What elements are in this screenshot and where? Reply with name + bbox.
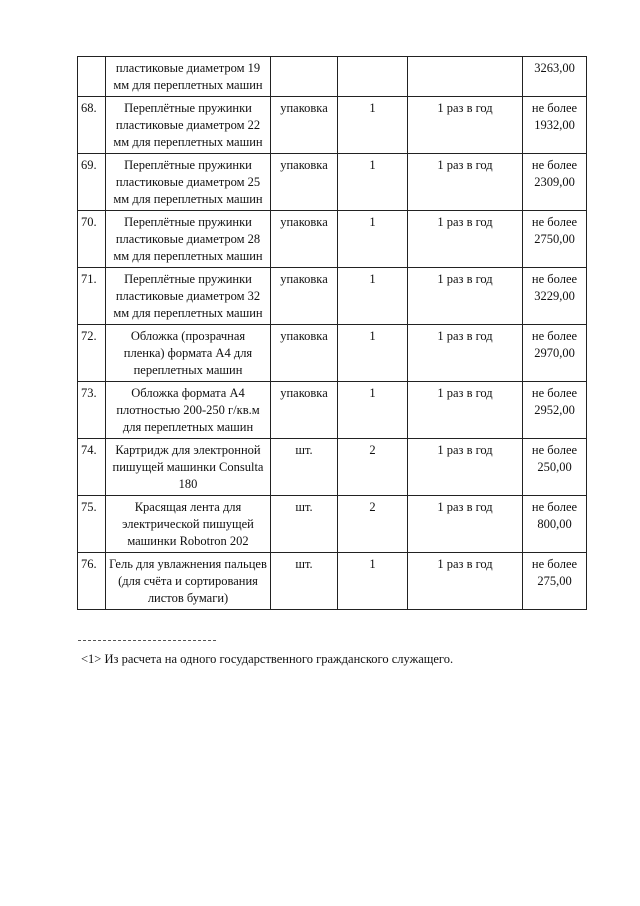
price-cell: не более 3229,00 xyxy=(523,268,587,325)
table-row xyxy=(78,154,587,211)
frequency-cell: 1 раз в год xyxy=(408,211,523,268)
item-name: Гель для увлажнения пальцев (для счёта и сортирования листов бумаги) xyxy=(106,553,271,610)
footnote: <1> Из расчета на одного государственного гражданского служащего. xyxy=(81,652,454,666)
row-number xyxy=(78,57,106,97)
price-cell: не более 2750,00 xyxy=(523,211,587,268)
item-name: Обложка (прозрачная пленка) формата А4 для переплетных машин xyxy=(106,325,271,382)
row-number: 71. xyxy=(78,268,106,325)
unit-cell: шт. xyxy=(271,496,338,553)
table-row xyxy=(78,325,587,382)
table-row xyxy=(78,439,587,496)
table-row xyxy=(78,496,587,553)
row-number: 70. xyxy=(78,211,106,268)
quantity-cell: 1 xyxy=(338,325,408,382)
quantity-cell: 2 xyxy=(338,496,408,553)
unit-cell: упаковка xyxy=(271,268,338,325)
unit-cell: упаковка xyxy=(271,154,338,211)
item-name: Красящая лента для электрической пишущей машинки Robotron 202 xyxy=(106,496,271,553)
quantity-cell xyxy=(338,57,408,97)
item-name: Переплётные пружинки пластиковые диаметром 32 мм для переплетных машин xyxy=(106,268,271,325)
quantity-cell: 1 xyxy=(338,154,408,211)
item-name: Обложка формата А4 плотностью 200-250 г/кв.м для переплетных машин xyxy=(106,382,271,439)
unit-cell: упаковка xyxy=(271,382,338,439)
item-name: Картридж для электронной пишущей машинки Consulta 180 xyxy=(106,439,271,496)
frequency-cell: 1 раз в год xyxy=(408,97,523,154)
frequency-cell: 1 раз в год xyxy=(408,382,523,439)
price-cell: не более 2309,00 xyxy=(523,154,587,211)
table-row xyxy=(78,268,587,325)
quantity-cell: 1 xyxy=(338,268,408,325)
price-cell: не более 2952,00 xyxy=(523,382,587,439)
unit-cell xyxy=(271,57,338,97)
price-cell: не более 2970,00 xyxy=(523,325,587,382)
footnote-separator xyxy=(78,640,216,641)
frequency-cell: 1 раз в год xyxy=(408,268,523,325)
frequency-cell: 1 раз в год xyxy=(408,154,523,211)
quantity-cell: 1 xyxy=(338,382,408,439)
quantity-cell: 1 xyxy=(338,553,408,610)
frequency-cell: 1 раз в год xyxy=(408,496,523,553)
table-row xyxy=(78,382,587,439)
price-cell: не более 275,00 xyxy=(523,553,587,610)
unit-cell: упаковка xyxy=(271,325,338,382)
table-row xyxy=(78,97,587,154)
frequency-cell: 1 раз в год xyxy=(408,439,523,496)
unit-cell: упаковка xyxy=(271,97,338,154)
unit-cell: шт. xyxy=(271,553,338,610)
row-number: 68. xyxy=(78,97,106,154)
item-name: Переплётные пружинки пластиковые диаметром 22 мм для переплетных машин xyxy=(106,97,271,154)
price-cell: 3263,00 xyxy=(523,57,587,97)
price-cell: не более 1932,00 xyxy=(523,97,587,154)
row-number: 69. xyxy=(78,154,106,211)
quantity-cell: 1 xyxy=(338,211,408,268)
item-name: Переплётные пружинки пластиковые диаметром 25 мм для переплетных машин xyxy=(106,154,271,211)
table-row xyxy=(78,553,587,610)
quantity-cell: 2 xyxy=(338,439,408,496)
table-row xyxy=(78,211,587,268)
frequency-cell xyxy=(408,57,523,97)
supplies-table xyxy=(77,56,587,610)
row-number: 74. xyxy=(78,439,106,496)
price-cell: не более 800,00 xyxy=(523,496,587,553)
row-number: 76. xyxy=(78,553,106,610)
row-number: 73. xyxy=(78,382,106,439)
frequency-cell: 1 раз в год xyxy=(408,325,523,382)
row-number: 75. xyxy=(78,496,106,553)
frequency-cell: 1 раз в год xyxy=(408,553,523,610)
quantity-cell: 1 xyxy=(338,97,408,154)
row-number: 72. xyxy=(78,325,106,382)
item-name: пластиковые диаметром 19 мм для переплетных машин xyxy=(106,57,271,97)
table-row xyxy=(78,57,587,97)
unit-cell: упаковка xyxy=(271,211,338,268)
unit-cell: шт. xyxy=(271,439,338,496)
price-cell: не более 250,00 xyxy=(523,439,587,496)
item-name: Переплётные пружинки пластиковые диаметром 28 мм для переплетных машин xyxy=(106,211,271,268)
